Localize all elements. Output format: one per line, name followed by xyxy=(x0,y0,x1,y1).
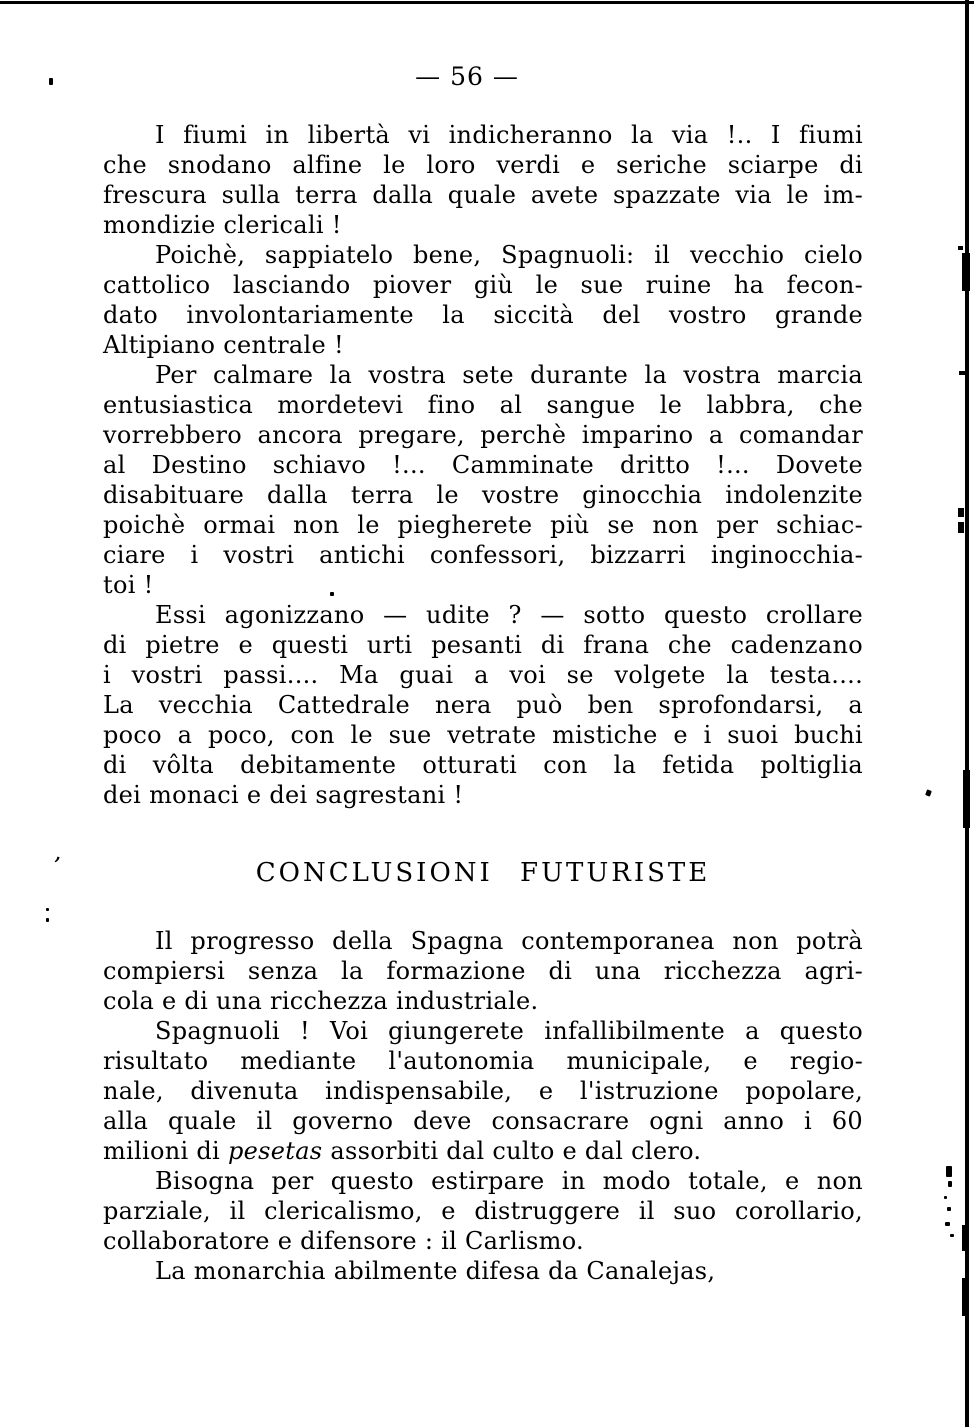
ink-speck xyxy=(950,1234,954,1237)
paragraph xyxy=(103,120,863,240)
text-line: I fiumi in libertà vi indicheranno la via !.. I fiumi xyxy=(155,121,863,149)
text-line: di vôlta debitamente otturati con la fetida poltiglia xyxy=(103,751,863,779)
text-line: dato involontariamente la siccità del vostro grande xyxy=(103,301,863,329)
text-line: parziale, il clericalismo, e distruggere il suo corollario, xyxy=(103,1197,863,1225)
text-line: vorrebbero ancora pregare, perchè imparino a comandar xyxy=(103,421,863,449)
text-line: Il progresso della Spagna contemporanea non potrà xyxy=(155,927,863,955)
scan-ink-blob xyxy=(958,508,964,517)
scan-ink-blob xyxy=(963,770,970,828)
text-line: ciare i vostri antichi confessori, bizzarri inginocchia- xyxy=(103,541,863,569)
paragraph xyxy=(103,1016,863,1166)
ink-speck xyxy=(945,1222,950,1226)
scan-ink-blob xyxy=(958,522,964,533)
text-line: che snodano alfine le loro verdi e seriche sciarpe di xyxy=(103,151,863,179)
text-line: milioni di pesetas assorbiti dal culto e dal clero. xyxy=(103,1137,702,1165)
text-line: collaboratore e difensore : il Carlismo. xyxy=(103,1227,584,1255)
text-line: poco a poco, con le sue vetrate mistiche e i suoi buchi xyxy=(103,721,863,749)
text-line: di pietre e questi urti pesanti di frana che cadenzano xyxy=(103,631,863,659)
text-line: dei monaci e dei sagrestani ! xyxy=(103,781,464,809)
scan-ink-blob xyxy=(962,253,970,291)
paragraph xyxy=(103,1166,863,1256)
scan-ink-blob xyxy=(958,246,963,250)
text-line: Poichè, sappiatelo bene, Spagnuoli: il vecchio cielo xyxy=(155,241,863,269)
text-line: mondizie clericali ! xyxy=(103,211,342,239)
ink-speck xyxy=(947,1207,951,1211)
paragraph xyxy=(103,600,863,810)
text-line: La monarchia abilmente difesa da Canalejas, xyxy=(155,1257,716,1285)
scan-edge-top xyxy=(0,1,974,4)
ink-speck xyxy=(944,1196,947,1199)
text-line: alla quale il governo deve consacrare ogni anno i 60 xyxy=(103,1107,863,1135)
text-line: Altipiano centrale ! xyxy=(103,331,344,359)
text-line: cola e di una ricchezza industriale. xyxy=(103,987,539,1015)
text-line: La vecchia Cattedrale nera può ben sprofondarsi, a xyxy=(103,691,863,719)
text-line: toi ! xyxy=(103,571,154,599)
paragraph xyxy=(103,1256,863,1286)
ink-speck xyxy=(925,789,932,796)
text-block xyxy=(103,120,863,1286)
text-line: entusiastica mordetevi fino al sangue le labbra, che xyxy=(103,391,863,419)
text-line: Bisogna per questo estirpare in modo totale, e non xyxy=(155,1167,863,1195)
ink-speck xyxy=(946,1166,952,1177)
text-line: Per calmare la vostra sete durante la vostra marcia xyxy=(155,361,863,389)
text-line: i vostri passi.... Ma guai a voi se volgete la testa.... xyxy=(103,661,863,689)
text-line: Essi agonizzano — udite ? — sotto questo crollare xyxy=(155,601,863,629)
section-heading: CONCLUSIONI FUTURISTE xyxy=(255,858,711,888)
scan-ink-blob xyxy=(959,371,965,375)
scan-edge-right xyxy=(965,0,969,1427)
page-number: — 56 — xyxy=(415,62,519,91)
text-line: Spagnuoli ! Voi giungerete infallibilmente a questo xyxy=(155,1017,863,1045)
text-line: disabituare dalla terra le vostre ginocchia indolenzite xyxy=(103,481,863,509)
ink-speck xyxy=(46,918,49,922)
text-line: frescura sulla terra dalla quale avete spazzate via le im- xyxy=(103,181,863,209)
scan-ink-blob xyxy=(962,1278,969,1316)
scan-ink-blob xyxy=(962,1225,968,1251)
ink-speck xyxy=(46,908,49,911)
text-line: nale, divenuta indispensabile, e l'istruzione popolare, xyxy=(103,1077,863,1105)
paragraph xyxy=(103,240,863,360)
text-line: al Destino schiavo !... Camminate dritto !... Dovete xyxy=(103,451,863,479)
text-line: cattolico lasciando piover giù le sue ruine ha fecon- xyxy=(103,271,863,299)
ink-speck xyxy=(948,1181,952,1187)
text-line: risultato mediante l'autonomia municipale, e regio- xyxy=(103,1047,863,1075)
text-line: compiersi senza la formazione di una ricchezza agri- xyxy=(103,957,863,985)
ink-quote-mark: ’ xyxy=(49,851,63,881)
paragraph xyxy=(103,926,863,1016)
paragraph xyxy=(103,360,863,600)
text-line: poichè ormai non le piegherete più se non per schiac- xyxy=(103,511,863,539)
